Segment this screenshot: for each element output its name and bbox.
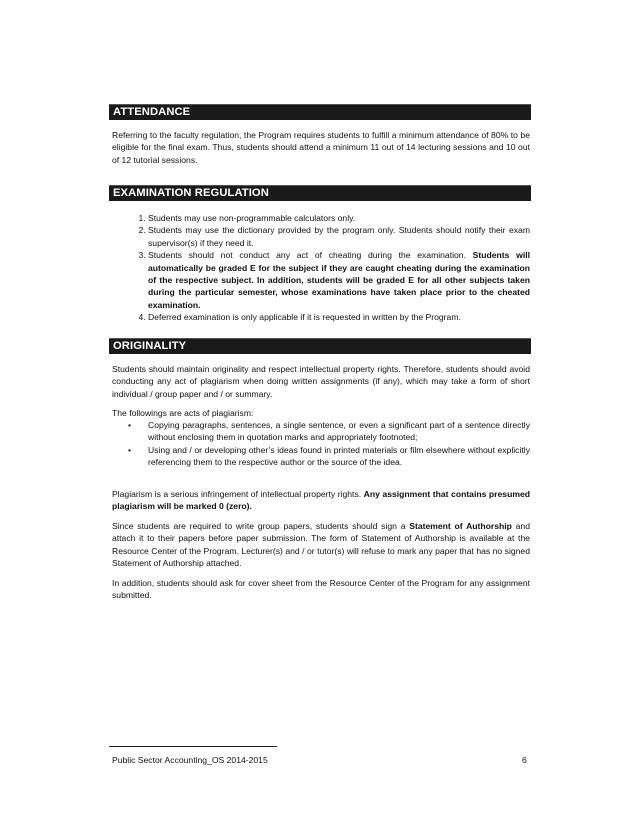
plagiarism-penalty-paragraph: Plagiarism is a serious infringement of intellectual property rights. Any assignment that contains presumed plagiarism will be marked 0 (zero).: [112, 489, 530, 512]
plagiarism-list-intro: The followings are acts of plagiarism:: [112, 408, 254, 418]
attendance-heading: ATTENDANCE: [113, 106, 191, 118]
plagiarism-penalty-bold: Any assignment that contains presumed plagiarism will be marked 0 (zero).: [112, 489, 530, 512]
bullet-icon: •: [128, 420, 132, 430]
examination-heading-bar: [109, 185, 531, 201]
bullet-icon: •: [128, 444, 132, 455]
cheating-penalty-bold: Students will automatically be graded E for the subject if they are caught cheating during the examination of the respective subject. In addition, students will be graded E for all other subjects taken during the particular semester, whose examinations have taken place prior to the cheated examination.: [148, 250, 530, 310]
list-item: • Using and / or developing other’s ideas found in printed materials or film elsewhere without explicitly referencing them to the respective author or the source of the idea.: [128, 444, 530, 468]
list-item: 2. Students may use the dictionary provided by the program only. Students should notify their exam supervisor(s) if they need it.: [148, 224, 530, 249]
list-item: 3. Students should not conduct any act of cheating during the examination. Students will automatically be graded E for the subject if they are caught cheating during the examination of the respective subject. In addition, students will be graded E for all other subjects taken during the particular semester, whose examinations have taken place prior to the cheated examination.: [148, 249, 530, 311]
originality-heading: ORIGINALITY: [113, 340, 187, 352]
plagiarism-acts-list: [112, 419, 530, 469]
examination-rules-list: [112, 212, 530, 324]
authorship-paragraph: Since students are required to write group papers, students should sign a Statement of Authorship and attach it to their papers before paper submission. The form of Statement of Authorship is available at the Resource Center of the Program. Lecturer(s) and / or tutor(s) will refuse to mark any paper that has no signed Statement of Authorship attached.: [112, 521, 530, 569]
cover-sheet-paragraph: In addition, students should ask for cover sheet from the Resource Center of the Program for any assignment submitted.: [112, 578, 530, 601]
originality-heading-bar: [109, 338, 531, 354]
footer-title: Public Sector Accounting_OS 2014-2015: [112, 755, 268, 765]
list-item: • Copying paragraphs, sentences, a single sentence, or even a significant part of a sentence directly without enclosing them in quotation marks and appropriately footnoted;: [128, 420, 530, 443]
examination-heading: EXAMINATION REGULATION: [113, 187, 269, 199]
originality-intro-paragraph: Students should maintain originality and respect intellectual property rights. Therefore, students should avoid conducting any act of plagiarism when doing written assignments (if any), which may take a form of short individual / group paper and / or summary.: [112, 364, 530, 399]
attendance-paragraph: Referring to the faculty regulation, the Program requires students to fulfill a minimum attendance of 80% to be eligible for the final exam. Thus, students should attend a minimum 11 out of 14 lecturing sessions and 10 out of 12 tutorial sessions.: [112, 130, 530, 165]
page-number: 6: [522, 755, 527, 765]
list-item: 4. Deferred examination is only applicable if it is requested in written by the Program.: [148, 311, 530, 323]
footer-divider: [109, 746, 277, 747]
list-item: 1. Students may use non-programmable calculators only.: [148, 212, 530, 224]
attendance-heading-bar: [109, 104, 531, 120]
statement-of-authorship-bold: Statement of Authorship: [409, 521, 512, 531]
